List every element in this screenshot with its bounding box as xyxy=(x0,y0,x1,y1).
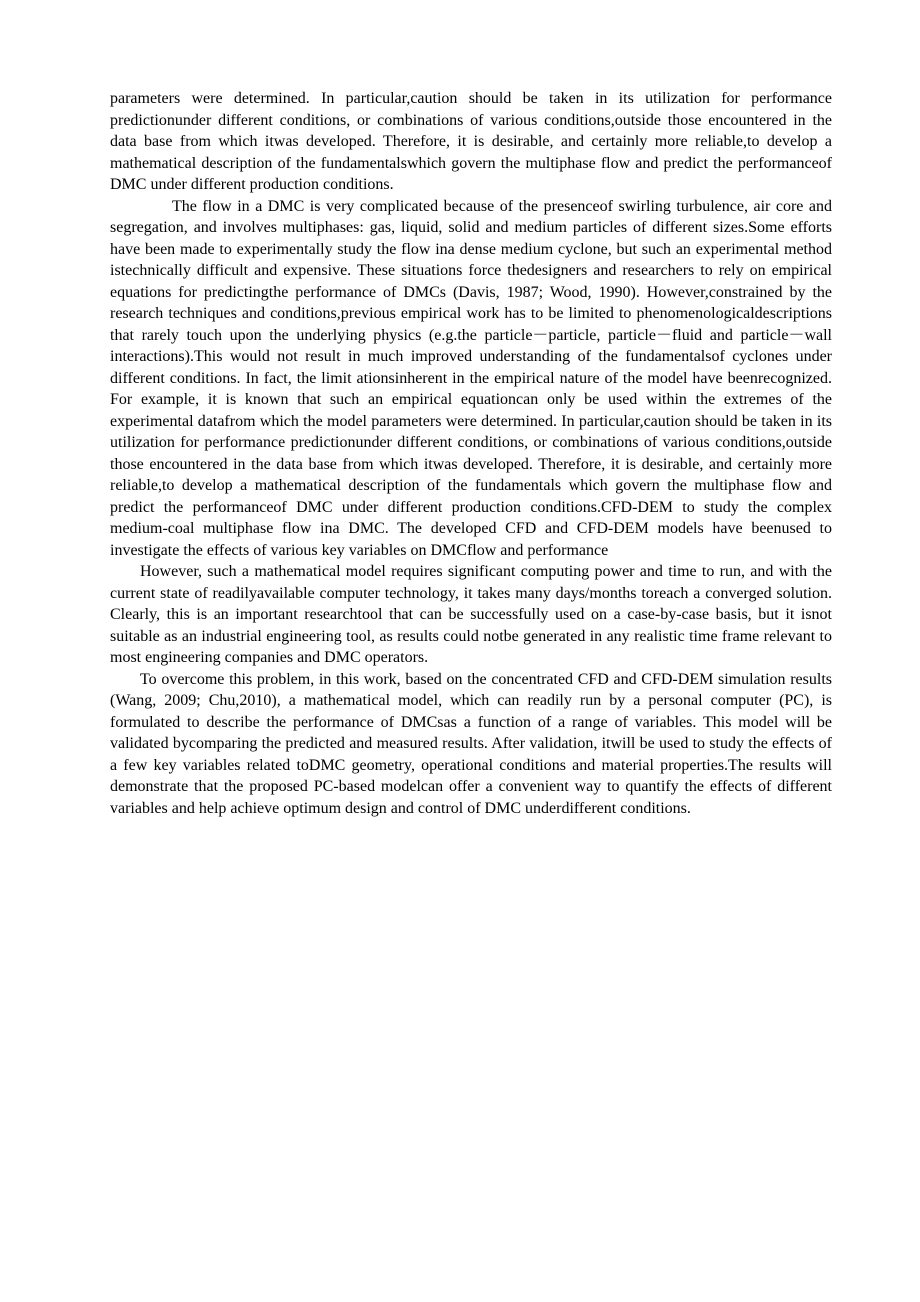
paragraph-dmc-flow: The flow in a DMC is very complicated because of the presenceof swirling turbulence, air core and segregation, and involves multiphases: gas, liquid, solid and medium particles of different sizes.Some efforts have been made to experimentally study the flow ina dense medium cyclone, but such an experimental method istechnically difficult and expensive. These situations force thedesigners and researchers to rely on empirical equations for predictingthe performance of DMCs (Davis, 1987; Wood, 1990). However,constrained by the research techniques and conditions,previous empirical work has to be limited to phenomenologicaldescriptions that rarely touch upon the underlying physics (e.g.the particle－particle, particle－fluid and particle－wall interactions).This would not result in much improved understanding of the fundamentalsof cyclones under different conditions. In fact, the limit ationsinherent in the empirical nature of the model have beenrecognized. For example, it is known that such an empirical equationcan only be used within the extremes of the experimental datafrom which the model parameters were determined. In particular,caution should be taken in its utilization for performance predictionunder different conditions, or combinations of various conditions,outside those encountered in the data base from which itwas developed. Therefore, it is desirable, and certainly more reliable,to develop a mathematical description of the fundamentals which govern the multiphase flow and predict the performanceof DMC under different production conditions.CFD-DEM to study the complex medium-coal multiphase flow ina DMC. The developed CFD and CFD-DEM models have beenused to investigate the effects of various key variables on DMCflow and performance xyxy=(110,197,832,559)
body-text xyxy=(110,88,832,819)
paragraph-pc-model: To overcome this problem, in this work, based on the concentrated CFD and CFD-DEM simulation results (Wang, 2009; Chu,2010), a mathematical model, which can readily run by a personal computer (PC), is formulated to describe the performance of DMCsas a function of a range of variables. This model will be validated bycomparing the predicted and measured results. After validation, itwill be used to study the effects of a few key variables related toDMC geometry, operational conditions and material properties.The results will demonstrate that the proposed PC-based modelcan offer a convenient way to quantify the effects of different variables and help achieve optimum design and control of DMC underdifferent conditions. xyxy=(110,670,832,817)
paragraph-computing-cost: However, such a mathematical model requires significant computing power and time to run, and with the current state of readilyavailable computer technology, it takes many days/months toreach a converged solution. Clearly, this is an important researchtool that can be successfully used on a case-by-case basis, but it isnot suitable as an industrial engineering tool, as results could notbe generated in any realistic time frame relevant to most engineering companies and DMC operators. xyxy=(110,563,832,666)
paragraph-continuation: parameters were determined. In particular,caution should be taken in its utilization for performance predictionunder different conditions, or combinations of various conditions,outside those encountered in the data base from which itwas developed. Therefore, it is desirable, and certainly more reliable,to develop a mathematical description of the fundamentalswhich govern the multiphase flow and predict the performanceof DMC under different production conditions. xyxy=(110,90,832,193)
